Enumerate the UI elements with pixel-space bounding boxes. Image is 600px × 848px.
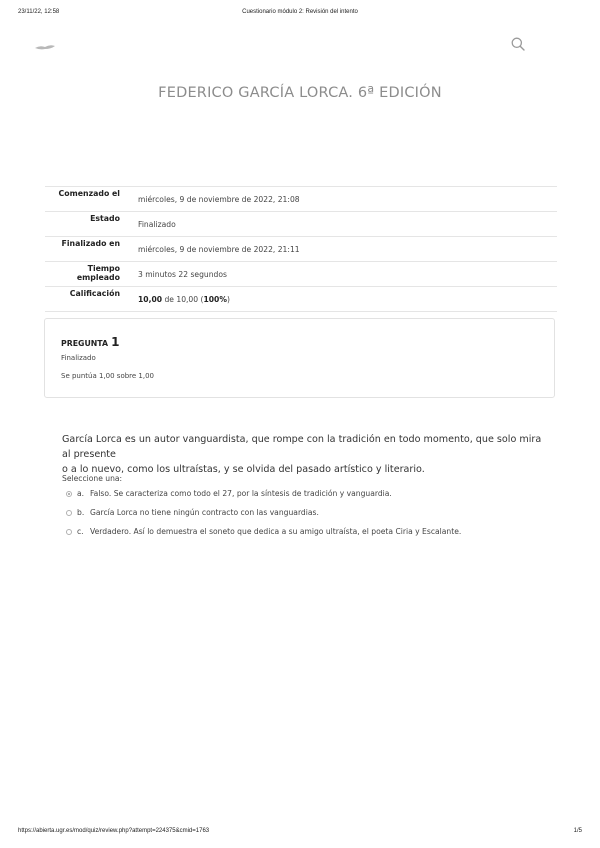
started-label: Comenzado el: [58, 189, 120, 198]
time-value: 3 minutos 22 segundos: [138, 270, 227, 279]
summary-row-grade: [45, 287, 557, 312]
question-text: [62, 432, 542, 477]
question-label: PREGUNTA: [61, 339, 109, 348]
grade-label: Calificación: [69, 289, 120, 298]
print-footer: [18, 828, 582, 838]
grade-value: [128, 287, 557, 312]
state-label: Estado: [90, 214, 120, 223]
question-grade: Se puntúa 1,00 sobre 1,00: [61, 372, 155, 380]
option-letter: c.: [77, 527, 84, 536]
radio-button-selected[interactable]: [66, 491, 72, 497]
summary-row-state: [45, 212, 557, 237]
print-url[interactable]: https://abierta.ugr.es/mod/quiz/review.php?attempt=224375&cmid=1763: [18, 828, 210, 834]
search-icon[interactable]: [511, 37, 525, 51]
option-text: Falso. Se caracteriza como todo el 27, por la síntesis de tradición y vanguardia.: [90, 489, 392, 498]
question-text-line-2: o a lo nuevo, como los ultraístas, y se olvida del pasado artístico y literario.: [62, 464, 425, 475]
print-date: 23/11/22, 12:58: [18, 9, 60, 15]
attempt-summary-table: [45, 186, 557, 312]
question-text-line-1: García Lorca es un autor vanguardista, que rompe con la tradición en todo momento, que solo mira al presente: [62, 434, 542, 460]
radio-button[interactable]: [66, 510, 72, 516]
option-text: Verdadero. Así lo demuestra el soneto que dedica a su amigo ultraísta, el poeta Ciria y Escalante.: [90, 527, 462, 536]
finished-value: miércoles, 9 de noviembre de 2022, 21:11: [138, 245, 300, 254]
summary-row-finished: [45, 237, 557, 262]
question-number: 1: [111, 335, 120, 349]
time-label: Tiempo empleado: [76, 264, 120, 282]
radio-button[interactable]: [66, 529, 72, 535]
started-value: miércoles, 9 de noviembre de 2022, 21:08: [138, 195, 300, 204]
grade-of: de 10,00 (: [164, 295, 204, 304]
answer-prompt: Seleccione una:: [62, 474, 123, 483]
grade-score: 10,00: [138, 295, 163, 304]
print-header: [18, 9, 582, 19]
bird-logo-icon[interactable]: [34, 43, 56, 51]
question-heading: [61, 335, 119, 349]
question-info-box: [44, 318, 555, 398]
state-value: Finalizado: [138, 220, 176, 229]
summary-row-started: [45, 187, 557, 212]
summary-row-time: [45, 262, 557, 287]
print-page-number: 1/5: [573, 828, 582, 834]
course-title: FEDERICO GARCÍA LORCA. 6ª EDICIÓN: [158, 85, 442, 101]
grade-close: ): [226, 295, 230, 304]
finished-label: Finalizado en: [61, 239, 120, 248]
question-state: Finalizado: [61, 354, 96, 362]
option-text: García Lorca no tiene ningún contracto con las vanguardias.: [90, 508, 319, 517]
print-document-title: Cuestionario módulo 2: Revisión del intento: [242, 9, 358, 15]
grade-percent: 100%: [203, 295, 227, 304]
option-letter: a.: [77, 489, 85, 498]
option-letter: b.: [77, 508, 85, 517]
